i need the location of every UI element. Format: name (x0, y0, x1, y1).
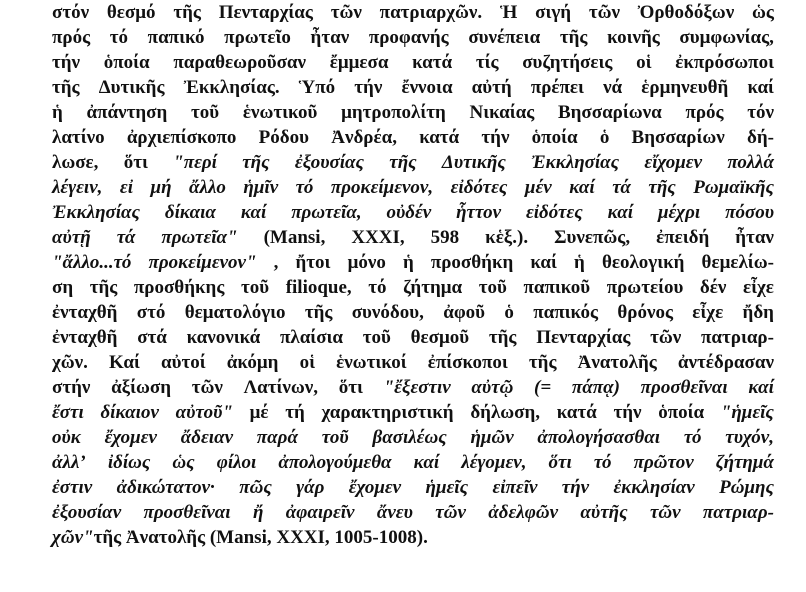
italic-word: πρωτεῖα, (291, 202, 362, 223)
word: κατά (412, 52, 453, 73)
word: Ἀνατολῆς (577, 352, 657, 373)
word: ἀντέδρασαν (677, 352, 774, 373)
italic-word: τά (116, 227, 136, 248)
word: καί (530, 252, 557, 273)
word: δέν (699, 277, 727, 298)
italic-word: ἀπολογήσασθαι (537, 427, 661, 448)
word: Ἀνδρέα, (331, 127, 397, 148)
italic-word: πολλά (727, 152, 774, 173)
word: χῶν. (52, 352, 88, 373)
text-line (52, 200, 774, 225)
italic-word: ἄνευ (376, 502, 413, 523)
word: συζητήσεις (522, 52, 613, 73)
word: τήν (613, 402, 642, 423)
italic-word: προσθεῖναι (143, 502, 231, 523)
italic-word: καί (569, 177, 595, 198)
word: τήν (52, 52, 81, 73)
italic-word: ἡμεῖς (425, 477, 469, 498)
word: μητροπολίτη (341, 102, 446, 123)
document-page (52, 0, 774, 550)
word: Ἐκκλησίας. (183, 77, 280, 98)
word: ἤδη (742, 302, 774, 323)
italic-word: μέχρι (657, 202, 701, 223)
word: Δυτικῆς (98, 77, 165, 98)
word: στά (137, 327, 167, 348)
word: στόν (52, 2, 90, 23)
text-line (52, 400, 774, 425)
word: μέ (249, 402, 269, 423)
italic-word: ἡμῖν (243, 177, 279, 198)
italic-word: προκείμενον" (148, 252, 257, 273)
word: θεολογική (601, 252, 685, 273)
italic-word: καί (607, 202, 634, 223)
word: παπικοῦ (523, 277, 591, 298)
italic-word: ἤ (252, 502, 264, 523)
text-line (52, 425, 774, 450)
word: ἐνταχθῆ (52, 302, 118, 323)
italic-word: (= (534, 377, 552, 398)
word: συμφωνίας, (679, 27, 774, 48)
text-line (52, 75, 774, 100)
italic-word: χῶν" (52, 527, 94, 548)
italic-word: εἰδότες (525, 202, 583, 223)
italic-word: τῆς (242, 152, 270, 173)
word: πατριαρχῶν. (379, 2, 483, 23)
word: τῆς (304, 302, 333, 323)
italic-word: ἐκκλησίαν (613, 477, 695, 498)
text-line (52, 0, 774, 25)
word: οἱ (636, 52, 652, 73)
italic-word: τά (612, 177, 631, 198)
italic-word: τῶν (435, 502, 466, 523)
word: θεμελίω- (701, 252, 774, 273)
word: εἶχε (742, 277, 774, 298)
italic-word: Ἐκκλησίας (52, 202, 141, 223)
italic-word: "ἔξεστιν (383, 377, 451, 398)
word: τοῦ (191, 102, 220, 123)
italic-word: εἰδότες (450, 177, 508, 198)
italic-word: ἀδικώτατον· (116, 477, 215, 498)
italic-word: "ἡμεῖς (720, 402, 774, 423)
italic-word: εἰπεῖν (492, 477, 538, 498)
italic-word: μέν (524, 177, 552, 198)
word: τῆς (93, 527, 126, 548)
text-line (52, 25, 774, 50)
text-line (52, 275, 774, 300)
italic-word: ἀπολογούμεθα (278, 452, 392, 473)
word: τοῦ (362, 327, 391, 348)
word: πρέπει (530, 77, 584, 98)
word: θρόνος (617, 302, 673, 323)
italic-word: τό (683, 427, 702, 448)
word: τῶν (330, 2, 362, 23)
word: XXXI, (351, 227, 405, 248)
italic-word: πρωτεῖα" (161, 227, 238, 248)
text-line (52, 525, 774, 550)
word: Πενταρχίας (218, 2, 313, 23)
word: προσθήκη (430, 252, 514, 273)
italic-word: πόσου (725, 202, 774, 223)
italic-word: φίλοι (216, 452, 257, 473)
word: Πενταρχίας (536, 327, 631, 348)
text-line (52, 475, 774, 500)
paragraph (52, 0, 774, 550)
text-line (52, 375, 774, 400)
word: τό (368, 277, 387, 298)
italic-word: ὅτι (548, 452, 572, 473)
italic-word: ζήτημά (715, 452, 774, 473)
word: δήλωση, (470, 402, 541, 423)
word: ἀκόμη (226, 352, 279, 373)
word: ὅτι (123, 152, 148, 173)
word: πρωτεῖο (224, 27, 291, 48)
word: ὁ (599, 127, 610, 148)
word: ἀφοῦ (443, 302, 486, 323)
word: σιγή (535, 2, 572, 23)
word: πατριαρ- (701, 327, 774, 348)
word: ἑνωτικοῦ (242, 102, 318, 123)
word: προσθήκης (133, 277, 225, 298)
word: καί (747, 77, 774, 98)
word: τῶν (588, 2, 620, 23)
word: ὁποία (103, 52, 150, 73)
word: συνέπεια (468, 27, 541, 48)
word: ἐπειδή (656, 227, 710, 248)
word: συνόδου, (351, 302, 424, 323)
word: Ἀνατολῆς (125, 527, 210, 548)
word: Βησσαρίων (631, 127, 725, 148)
text-line (52, 350, 774, 375)
word: ἔμμεσα (329, 52, 389, 73)
word: θεματολόγιο (184, 302, 286, 323)
word: (Mansi, (263, 227, 326, 248)
word: ὅτι (338, 377, 363, 398)
italic-word: Ἐκκλησίας (531, 152, 620, 173)
italic-word: "ἄλλο...τό (52, 252, 132, 273)
word: ἀρχιεπίσκοπο (126, 127, 237, 148)
text-line (52, 175, 774, 200)
word: κοινῆς (607, 27, 660, 48)
text-line (52, 500, 774, 525)
italic-word: ἀφαιρεῖν (285, 502, 355, 523)
text-line (52, 325, 774, 350)
word: 1005-1008). (334, 527, 428, 548)
word: ὁποία (531, 127, 578, 148)
italic-word: γάρ (296, 477, 325, 498)
word: ἦταν (735, 227, 774, 248)
word: πρός (52, 27, 91, 48)
word: ἐνταχθῆ (52, 327, 118, 348)
italic-word: αὐτοῦ" (175, 402, 233, 423)
word: (Mansi, (209, 527, 277, 548)
word: τοῦ (478, 277, 507, 298)
italic-word: οὐκ (52, 427, 81, 448)
word: παπικό (147, 27, 205, 48)
word: ἤτοι (295, 252, 331, 273)
italic-word: δίκαιον (100, 402, 159, 423)
word: λωσε, (52, 152, 99, 173)
word: Νικαίας (469, 102, 535, 123)
italic-word: Ρωμαϊκῆς (693, 177, 774, 198)
italic-word: καί (413, 452, 440, 473)
text-line (52, 100, 774, 125)
word: κἑξ.). (485, 227, 529, 248)
italic-word: βασιλέως (372, 427, 447, 448)
word: πρός (685, 102, 724, 123)
italic-word: προσθεῖναι (640, 377, 728, 398)
word: Συνεπῶς, (554, 227, 631, 248)
word: Ὑπό (298, 77, 336, 98)
text-line (52, 50, 774, 75)
word: τῶν (650, 327, 682, 348)
word: θεσμό (106, 2, 156, 23)
word: ὡς (751, 2, 774, 23)
text-line (52, 250, 774, 275)
word: τῆς (488, 327, 517, 348)
italic-word: ἐξουσίαν (52, 502, 122, 523)
italic-word: εἴχομεν (644, 152, 703, 173)
word: στήν (52, 377, 91, 398)
italic-word: ἧττον (456, 202, 502, 223)
word: τῆς (52, 77, 80, 98)
word: ἡ (402, 252, 414, 273)
word: ἦταν (310, 27, 350, 48)
italic-word: πρῶτον (633, 452, 694, 473)
word: μόνο (347, 252, 386, 273)
word: κατά (419, 127, 460, 148)
italic-word: ἐξουσίας (294, 152, 365, 173)
word: ἐπίσκοποι (427, 352, 508, 373)
italic-word: εἰ (119, 177, 133, 198)
word: οἱ (299, 352, 315, 373)
word: χαρακτηριστική (321, 402, 454, 423)
word: 598 (430, 227, 460, 248)
word: τῆς (528, 352, 557, 373)
italic-word: παρά (256, 427, 298, 448)
italic-word: αὐτῆς (580, 502, 628, 523)
italic-word: πῶς (239, 477, 272, 498)
italic-word: αὐτῇ (52, 227, 91, 248)
word: ἀπάντηση (86, 102, 168, 123)
word: XXXI, (276, 527, 335, 548)
word: Ὀρθοδόξων (637, 2, 735, 23)
italic-word: ὡς (172, 452, 195, 473)
word: αὐτοί (161, 352, 206, 373)
italic-word: αὐτῷ (471, 377, 514, 398)
text-line (52, 225, 774, 250)
italic-word: τό (295, 177, 314, 198)
word: πρωτείου (606, 277, 684, 298)
word: ἑνωτικοί (336, 352, 407, 373)
word: κατά (556, 402, 597, 423)
italic-word: ἡμῶν (470, 427, 514, 448)
italic-word: καί (240, 202, 267, 223)
word: Ἡ (499, 2, 518, 23)
italic-word: ἄδειαν (180, 427, 234, 448)
italic-word: τυχόν, (725, 427, 774, 448)
word: τίς (475, 52, 499, 73)
word: ἡ (574, 252, 585, 273)
word: τῶν (191, 377, 223, 398)
word: filioque, (285, 277, 352, 298)
word: τῆς (173, 2, 201, 23)
italic-word: οὐδέν (386, 202, 432, 223)
word: ἔννοια (401, 77, 453, 98)
text-line (52, 125, 774, 150)
italic-word: πάπᾳ) (571, 377, 620, 398)
word: τό (109, 27, 129, 48)
italic-word: προκείμενον, (330, 177, 434, 198)
word: ὁ (504, 302, 514, 323)
italic-word: λέγομεν, (461, 452, 527, 473)
word: παραθεωροῦσαν (173, 52, 307, 73)
italic-word: ἄλλο (189, 177, 226, 198)
italic-word: τοῦ (321, 427, 349, 448)
word: προφανής (368, 27, 449, 48)
italic-word: τῆς (389, 152, 417, 173)
word: τήν (481, 127, 510, 148)
italic-word: Ρώμης (719, 477, 774, 498)
word: τῆς (89, 277, 118, 298)
word: παπικός (533, 302, 599, 323)
word: ζήτημα (403, 277, 463, 298)
word: ση (52, 277, 74, 298)
word: εἶχε (692, 302, 724, 323)
word: , (273, 252, 279, 273)
word: λατίνο (52, 127, 105, 148)
word: αὐτή (471, 77, 512, 98)
word: θεσμοῦ (410, 327, 470, 348)
italic-word: ἔχομεν (104, 427, 157, 448)
italic-word: λέγειν, (52, 177, 103, 198)
italic-word: ἐστιν (52, 477, 93, 498)
word: νά (603, 77, 623, 98)
word: ἡ (52, 102, 63, 123)
word: Ρόδου (258, 127, 309, 148)
word: ἑρμηνευθῆ (641, 77, 729, 98)
word: τή (285, 402, 305, 423)
italic-word: πατριαρ- (702, 502, 774, 523)
word: ἀξίωση (111, 377, 172, 398)
word: τῆς (559, 27, 588, 48)
italic-word: ἀλλ’ (52, 452, 86, 473)
word: Βησσαρίωνα (557, 102, 662, 123)
italic-word: "περί (173, 152, 217, 173)
italic-word: δίκαια (164, 202, 216, 223)
italic-word: τό (593, 452, 612, 473)
word: τόν (747, 102, 774, 123)
word: πλαίσια (279, 327, 344, 348)
word: στό (136, 302, 166, 323)
italic-word: ἀδελφῶν (488, 502, 559, 523)
italic-word: ἰδίως (107, 452, 151, 473)
word: κανονικά (186, 327, 261, 348)
word: Λατίνων, (243, 377, 319, 398)
word: τοῦ (240, 277, 270, 298)
italic-word: τῶν (649, 502, 681, 523)
italic-word: μή (150, 177, 172, 198)
word: τήν (354, 77, 383, 98)
word: δή- (746, 127, 774, 148)
word: Καί (109, 352, 140, 373)
italic-word: Δυτικῆς (441, 152, 506, 173)
word: ὁποία (658, 402, 705, 423)
text-line (52, 150, 774, 175)
word: ἐκπρόσωποι (675, 52, 774, 73)
italic-word: ἔστι (52, 402, 84, 423)
italic-word: τῆς (648, 177, 676, 198)
text-line (52, 450, 774, 475)
italic-word: καί (748, 377, 774, 398)
italic-word: ἔχομεν (348, 477, 402, 498)
text-line (52, 300, 774, 325)
italic-word: τήν (561, 477, 590, 498)
